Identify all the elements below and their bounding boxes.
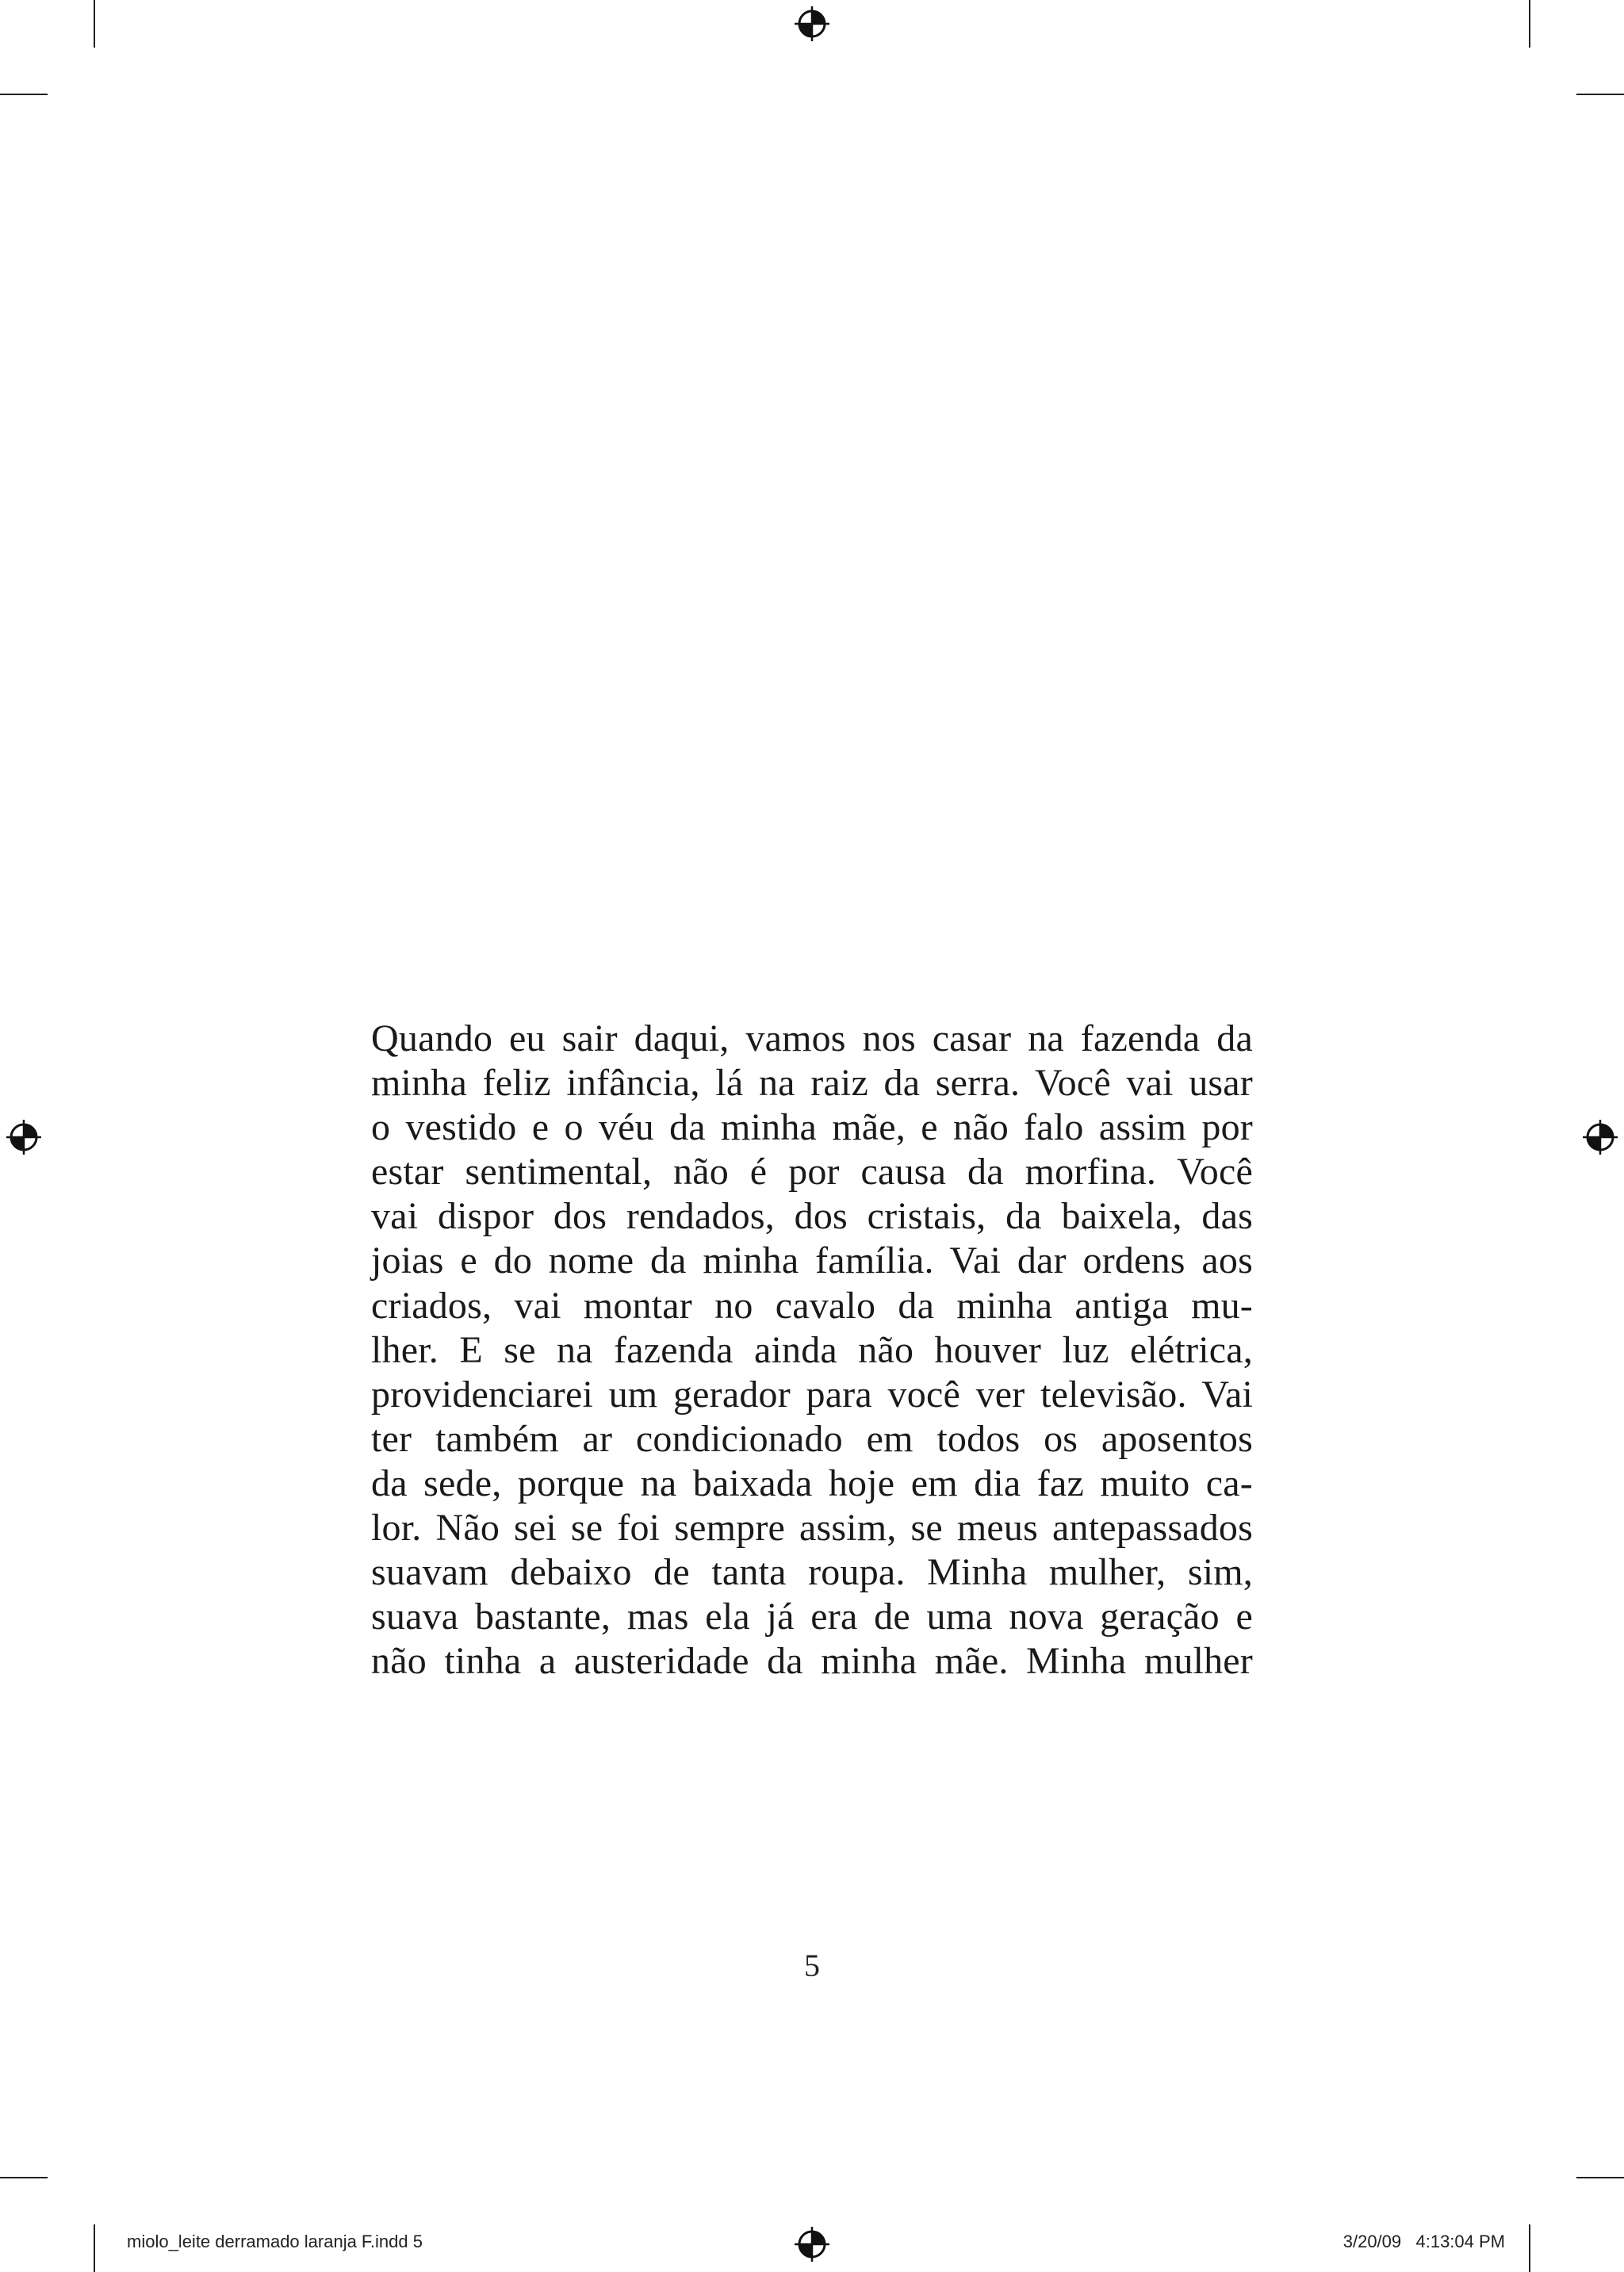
crop-mark-top-right bbox=[1529, 0, 1530, 48]
text-line: ter também ar condicionado em todos os aposentos bbox=[371, 1417, 1253, 1460]
registration-mark-top-icon bbox=[795, 6, 829, 41]
text-line: o vestido e o véu da minha mãe, e não falo assim por bbox=[371, 1106, 1253, 1149]
text-line: lor. Não sei se foi sempre assim, se meus antepassados bbox=[371, 1507, 1253, 1550]
slug-timestamp bbox=[1343, 2232, 1505, 2252]
text-line: providenciarei um gerador para você ver televisão. Vai bbox=[371, 1373, 1253, 1416]
slug-time: 4:13:04 PM bbox=[1415, 2232, 1505, 2251]
crop-mark-top-left bbox=[94, 0, 95, 48]
text-line: não tinha a austeridade da minha mãe. Minha mulher bbox=[371, 1640, 1253, 1683]
body-paragraph bbox=[371, 1017, 1253, 1684]
crop-mark-bottom-right bbox=[1529, 2224, 1530, 2272]
text-line: estar sentimental, não é por causa da morfina. Você bbox=[371, 1151, 1253, 1193]
registration-mark-left-icon bbox=[6, 1120, 41, 1155]
text-line: suava bastante, mas ela já era de uma nova geração e bbox=[371, 1596, 1253, 1638]
text-line: joias e do nome da minha família. Vai dar ordens aos bbox=[371, 1239, 1253, 1282]
text-line: Quando eu sair daqui, vamos nos casar na fazenda da bbox=[371, 1017, 1253, 1059]
slug-date: 3/20/09 bbox=[1342, 2232, 1402, 2251]
text-line: da sede, porque na baixada hoje em dia faz muito ca- bbox=[371, 1462, 1253, 1504]
text-line: criados, vai montar no cavalo da minha antiga mu- bbox=[371, 1284, 1253, 1327]
registration-mark-right-icon bbox=[1583, 1120, 1618, 1155]
crop-mark-right-top bbox=[1576, 94, 1624, 95]
crop-mark-left-top bbox=[0, 94, 48, 95]
slug-file-name: miolo_leite derramado laranja F.indd 5 bbox=[127, 2232, 423, 2251]
text-line: minha feliz infância, lá na raiz da serra. Você vai usar bbox=[371, 1062, 1253, 1105]
text-line: lher. E se na fazenda ainda não houver luz elétrica, bbox=[371, 1328, 1253, 1371]
crop-mark-bottom-left bbox=[94, 2224, 95, 2272]
crop-mark-right-bottom bbox=[1576, 2177, 1624, 2178]
text-line: suavam debaixo de tanta roupa. Minha mulher, sim, bbox=[371, 1551, 1253, 1594]
crop-mark-left-bottom bbox=[0, 2177, 48, 2178]
text-line: vai dispor dos rendados, dos cristais, da baixela, das bbox=[371, 1195, 1253, 1238]
page-number: 5 bbox=[804, 1948, 820, 1983]
registration-mark-bottom-icon bbox=[795, 2227, 829, 2262]
